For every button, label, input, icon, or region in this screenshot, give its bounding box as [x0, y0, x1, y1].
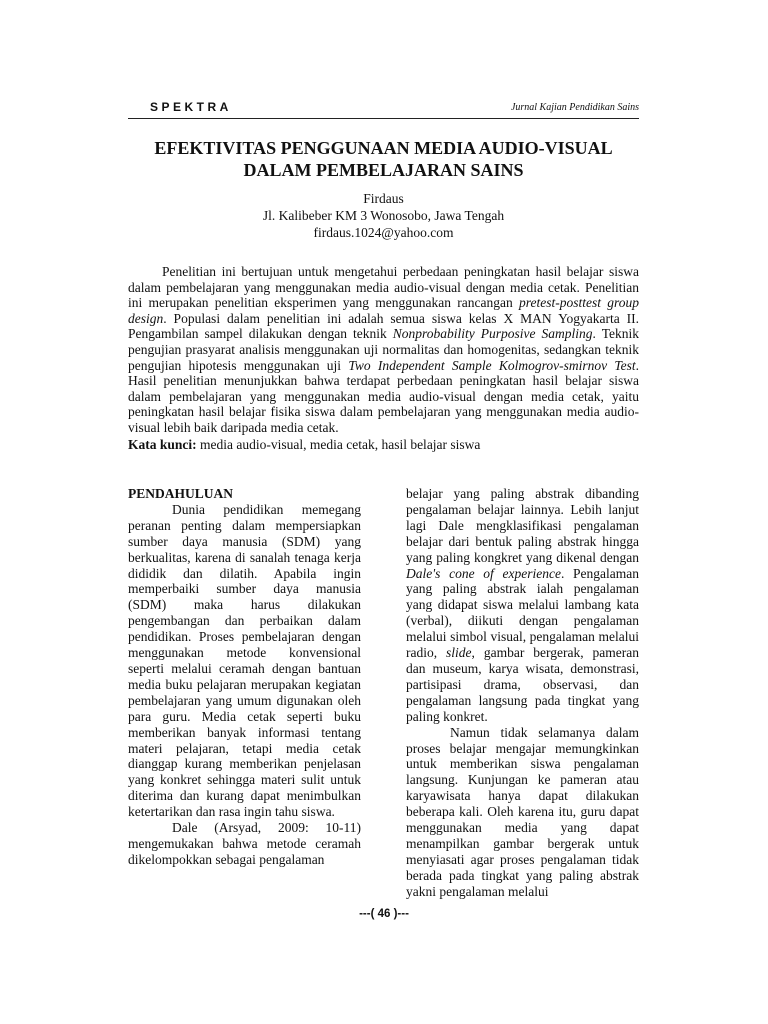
body-italic: slide — [446, 645, 472, 661]
body-paragraph: Dale (Arsyad, 2009: 10-11) mengemukakan bahwa metode ceramah dikelompokkan sebagai pengalaman — [128, 820, 361, 867]
right-column — [406, 486, 639, 900]
abstract-italic: pretest-posttest group design — [128, 295, 639, 326]
author-name: Firdaus — [363, 191, 404, 206]
title-line-1: EFEKTIVITAS PENGGUNAAN MEDIA AUDIO-VISUAL — [154, 138, 613, 158]
abstract-text: Penelitian ini bertujuan untuk mengetahui perbedaan peningkatan hasil belajar siswa dalam pembelajaran yang menggunakan media audio-visual dengan media cetak. Penelitian ini merupakan penelitian eksperimen yang menggunakan rancangan — [128, 264, 639, 311]
abstract-text: . Hasil penelitian menunjukkan bahwa terdapat perbedaan peningkatan hasil belajar siswa dalam pembelajaran yang menggunakan media audio-visual dengan media cetak, yaitu peningkatan hasil belajar fisika siswa dalam pembelajaran yang menggunakan media audio-visual lebih baik daripada media cetak. — [128, 357, 640, 435]
abstract-italic: Two Independent Sample Kolmogrov-smirnov Test — [348, 357, 636, 373]
body-paragraph — [406, 486, 639, 725]
title-line-2: DALAM PEMBELAJARAN SAINS — [243, 160, 524, 180]
abstract-paragraph — [128, 264, 639, 436]
abstract-text: . Populasi dalam penelitian ini adalah semua siswa kelas X MAN Yogyakarta II. Pengambilan sampel dilakukan dengan teknik — [128, 310, 639, 342]
body-italic: Dale's cone of experience — [406, 565, 561, 581]
left-column — [128, 486, 361, 868]
journal-subtitle: Jurnal Kajian Pendidikan Sains — [510, 102, 639, 113]
author-address: Jl. Kalibeber KM 3 Wonosobo, Jawa Tengah — [262, 208, 505, 223]
body-text: belajar yang paling abstrak dibanding pengalaman belajar lainnya. Lebih lanjut lagi Dale mengklasifikasi pengalaman belajar dari bentuk paling abstrak hingga yang paling kongkret yang dikenal dengan — [406, 486, 639, 565]
author-block — [128, 190, 639, 241]
keywords-text: media audio-visual, media cetak, hasil belajar siswa — [196, 437, 481, 452]
page-number: ---( 46 )--- — [359, 908, 409, 920]
keywords-label: Kata kunci: — [128, 437, 197, 452]
section-heading: PENDAHULUAN — [128, 486, 234, 501]
abstract-text: . Teknik pengujian prasyarat analisis menggunakan uji normalitas dan homogenitas, sedangkan teknik pengujian hipotesis menggunakan uji — [128, 326, 639, 373]
body-text: . Pengalaman yang paling abstrak ialah pengalaman yang didapat siswa melalui lambang kata (verbal), diikuti dengan pengalaman melalui simbol visual, pengalaman melalui radio, — [406, 565, 639, 661]
author-email: firdaus.1024@yahoo.com — [313, 225, 454, 240]
body-paragraph: Namun tidak selamanya dalam proses belajar mengajar memungkinkan untuk memberikan siswa pengalaman langsung. Kunjungan ke pameran atau karyawisata hanya dapat dilakukan beberapa kali. Oleh karena itu, guru dapat menggunakan media yang dapat menampilkan gambar bergerak untuk menyiasati agar proses pengalaman tidak berada pada tingkat yang paling abstrak yakni pengalaman melalui — [406, 724, 639, 899]
keywords — [128, 437, 639, 453]
abstract-italic: Nonprobability Purposive Sampling — [392, 326, 593, 342]
body-paragraph: Dunia pendidikan memegang peranan penting dalam mempersiapkan sumber daya manusia (SDM) yang berkualitas, karena di sanalah tenaga kerja dididik dan dilatih. Apabila ingin memperbaiki sumber daya manusia (SDM) maka harus dilakukan pengembangan dan perbaikan dalam pendidikan. Proses pembelajaran dengan menggunakan metode konvensional seperti melalui ceramah dengan bantuan media buku pelajaran merupakan kegiatan pembelajaran yang umum digunakan oleh para guru. Media cetak seperti buku memberikan banyak informasi tentang materi pelajaran, tetapi media cetak dianggap kurang memberikan penjelasan yang konkret sehingga materi sulit untuk diterima dan kurang dapat menimbulkan ketertarikan dan rasa ingin tahu siswa. — [128, 501, 361, 820]
abstract — [128, 264, 639, 436]
body-text: , gambar bergerak, pameran dan museum, karya wisata, demonstrasi, partisipasi drama, observasi, dan pengalaman langsung pada tingkat yang paling konkret. — [406, 645, 639, 724]
article-title — [128, 137, 639, 181]
running-header — [128, 100, 639, 119]
journal-name: SPEKTRA — [150, 100, 232, 114]
